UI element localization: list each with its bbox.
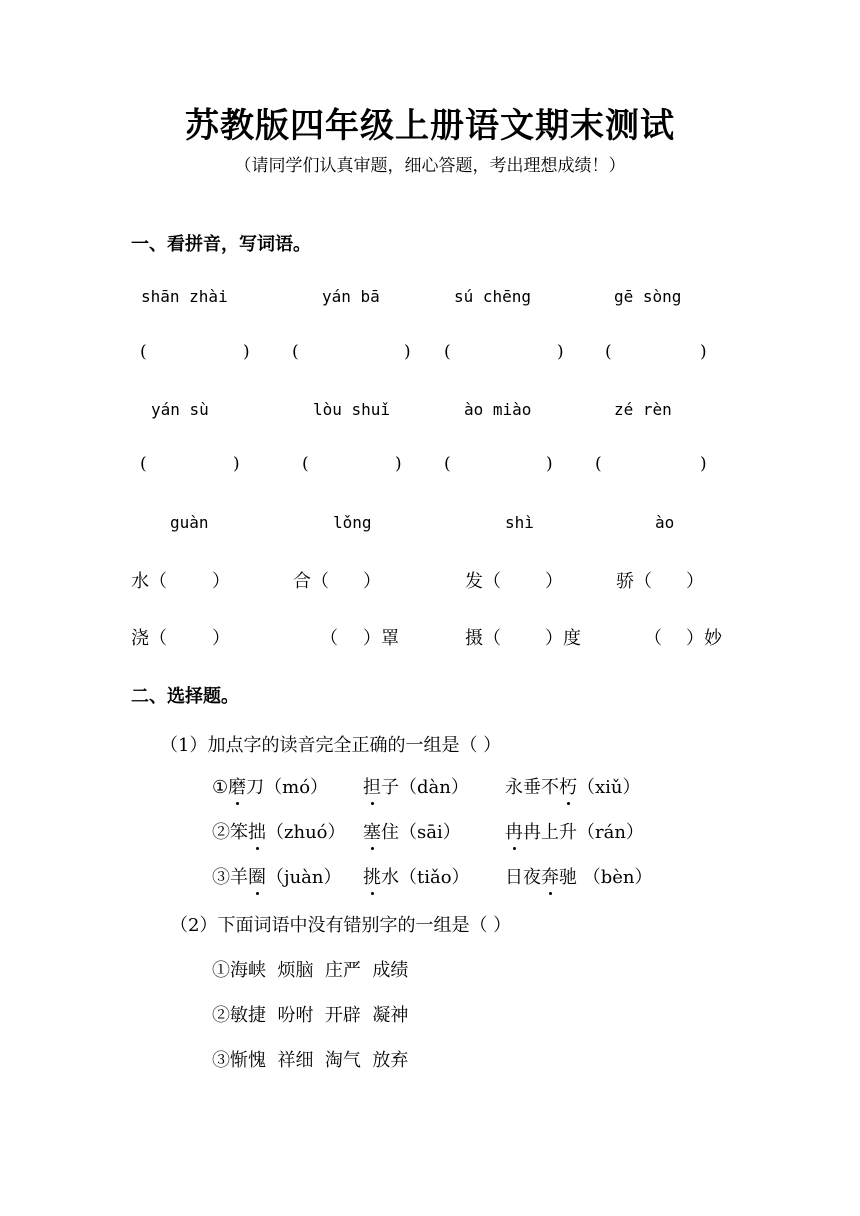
blank-open: ( <box>444 342 451 362</box>
fill-close: ） <box>686 571 704 592</box>
dotted-char: 担 <box>363 773 381 799</box>
blank-close: ) <box>395 454 402 474</box>
q1-option-1: ①磨刀（mó） <box>212 773 328 799</box>
blank-open: ( <box>140 454 147 474</box>
q1-option-2-c: 冉冉上升（rán） <box>505 818 644 844</box>
q1-option-1-c: 永垂不朽（xiǔ） <box>505 773 641 799</box>
blank-close: ) <box>546 454 553 474</box>
pinyin-loushui: lòu shuǐ <box>313 400 391 419</box>
fill-fa: 发（ <box>465 571 501 592</box>
pinyin-yansu: yán sù <box>151 400 209 419</box>
q1-option-2-b: 塞住（sāi） <box>363 818 461 844</box>
blank-open: ( <box>140 342 147 362</box>
blank-open: ( <box>302 454 309 474</box>
dotted-char: 朽 <box>559 773 577 799</box>
blank-open: ( <box>292 342 299 362</box>
fill-open: （ <box>644 628 662 649</box>
pinyin-aomiao: ào miào <box>464 400 532 419</box>
question-1: （1）加点字的读音完全正确的一组是（ ） <box>160 735 502 756</box>
dotted-char: 磨 <box>228 773 246 799</box>
q2-option-2: ②敏捷 吩咐 开辟 凝神 <box>212 1005 409 1026</box>
fill-she: 摄（ <box>465 628 501 649</box>
pinyin-shi: shì <box>505 513 534 532</box>
fill-close: ） <box>212 571 230 592</box>
page-subtitle: （请同学们认真审题，细心答题，考出理想成绩！） <box>234 156 626 176</box>
q2-option-3: ③惭愧 祥细 淘气 放弃 <box>212 1050 409 1071</box>
dotted-char: 奔 <box>541 863 559 889</box>
q1-option-3: ③羊圈（juàn） <box>212 863 342 889</box>
pinyin-yanba: yán bā <box>322 287 380 306</box>
pinyin-gesong: gē sòng <box>614 287 682 306</box>
fill-zhao: ）罩 <box>363 628 399 649</box>
blank-open: ( <box>444 454 451 474</box>
page-title: 苏教版四年级上册语文期末测试 <box>185 106 675 146</box>
blank-close: ) <box>557 342 564 362</box>
dotted-char: 冉 <box>505 818 523 844</box>
fill-close: ） <box>363 571 381 592</box>
section2-heading: 二、选择题。 <box>131 686 239 707</box>
pinyin-shanzhai: shān zhài <box>141 287 228 306</box>
blank-open: ( <box>595 454 602 474</box>
dotted-char: 挑 <box>363 863 381 889</box>
section1-heading: 一、看拼音，写词语。 <box>131 234 311 255</box>
fill-close: ） <box>212 628 230 649</box>
q1-option-1-b: 担子（dàn） <box>363 773 469 799</box>
blank-close: ) <box>404 342 411 362</box>
pinyin-guan: guàn <box>170 513 209 532</box>
blank-close: ) <box>700 454 707 474</box>
fill-he: 合（ <box>293 571 329 592</box>
fill-jiao2: 浇（ <box>131 628 167 649</box>
q2-option-1: ①海峡 烦脑 庄严 成绩 <box>212 960 409 981</box>
fill-open: （ <box>320 628 338 649</box>
pinyin-long: lǒng <box>333 513 372 532</box>
fill-du: ）度 <box>545 628 581 649</box>
fill-miao: ）妙 <box>686 628 722 649</box>
blank-open: ( <box>605 342 612 362</box>
question-2: （2）下面词语中没有错别字的一组是（ ） <box>170 915 512 936</box>
dotted-char: 拙 <box>248 818 266 844</box>
pinyin-sucheng: sú chēng <box>454 287 532 306</box>
q1-option-2: ②笨拙（zhuó） <box>212 818 346 844</box>
q1-option-3-b: 挑水（tiǎo） <box>363 863 470 889</box>
pinyin-ao: ào <box>655 513 675 532</box>
dotted-char: 塞 <box>363 818 381 844</box>
fill-close: ） <box>545 571 563 592</box>
blank-close: ) <box>700 342 707 362</box>
blank-close: ) <box>243 342 250 362</box>
blank-close: ) <box>233 454 240 474</box>
dotted-char: 圈 <box>248 863 266 889</box>
pinyin-zeren: zé rèn <box>614 400 672 419</box>
fill-shui: 水（ <box>131 571 167 592</box>
q1-option-3-c: 日夜奔驰 （bèn） <box>505 863 653 889</box>
fill-jiao: 骄（ <box>616 571 652 592</box>
